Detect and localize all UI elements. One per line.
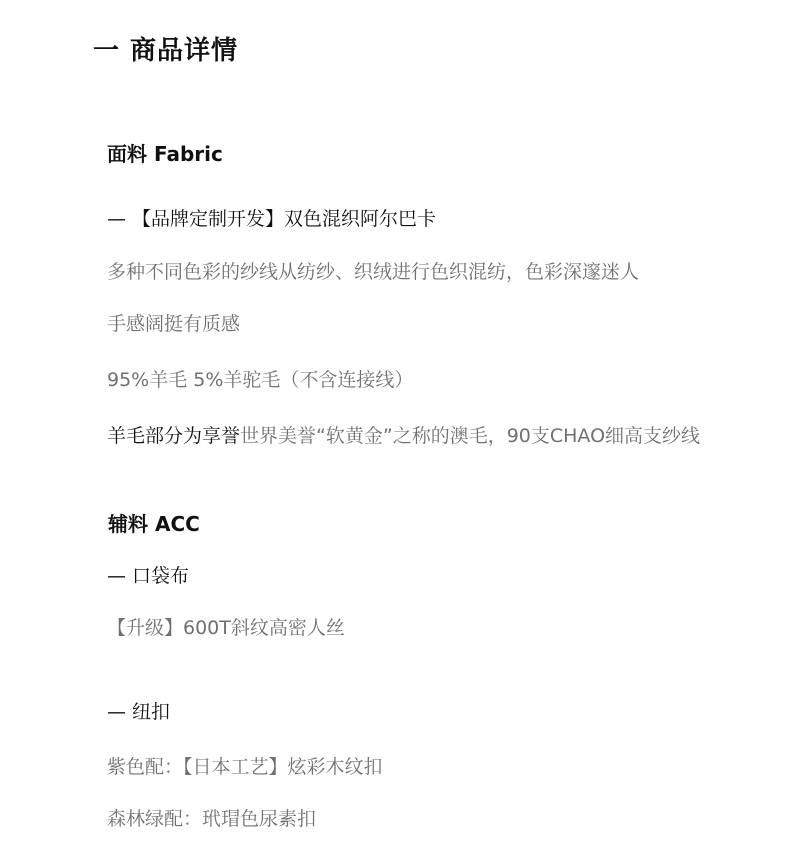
fabric-section-heading: 面料 Fabric (107, 142, 223, 166)
fabric-item-title: — 【品牌定制开发】双色混织阿尔巴卡 (107, 208, 437, 230)
button-title: — 纽扣 (107, 701, 171, 723)
pocket-detail: 【升级】600T斜纹高密人丝 (107, 617, 345, 639)
fabric-composition-line: 95%羊毛 5%羊驼毛（不含连接线） (107, 369, 414, 391)
acc-section-heading: 辅料 ACC (108, 512, 200, 536)
wool-origin-prefix: 羊毛部分为享誉 (107, 425, 241, 447)
button-detail-purple: 紫色配：【日本工艺】炫彩木纹扣 (107, 756, 383, 778)
fabric-detail-line: 手感阔挺有质感 (107, 313, 241, 335)
button-detail-green: 森林绿配：玳瑁色尿素扣 (107, 808, 317, 830)
fabric-wool-origin-line (107, 427, 700, 446)
pocket-title: — 口袋布 (107, 565, 190, 587)
fabric-detail-line: 多种不同色彩的纱线从纺纱、织绒进行色织混纺，色彩深邃迷人 (107, 261, 640, 283)
page-title: 一 商品详情 (93, 36, 239, 66)
wool-origin-description: 世界美誉“软黄金”之称的澳毛，90支CHAO细高支纱线 (240, 425, 701, 447)
